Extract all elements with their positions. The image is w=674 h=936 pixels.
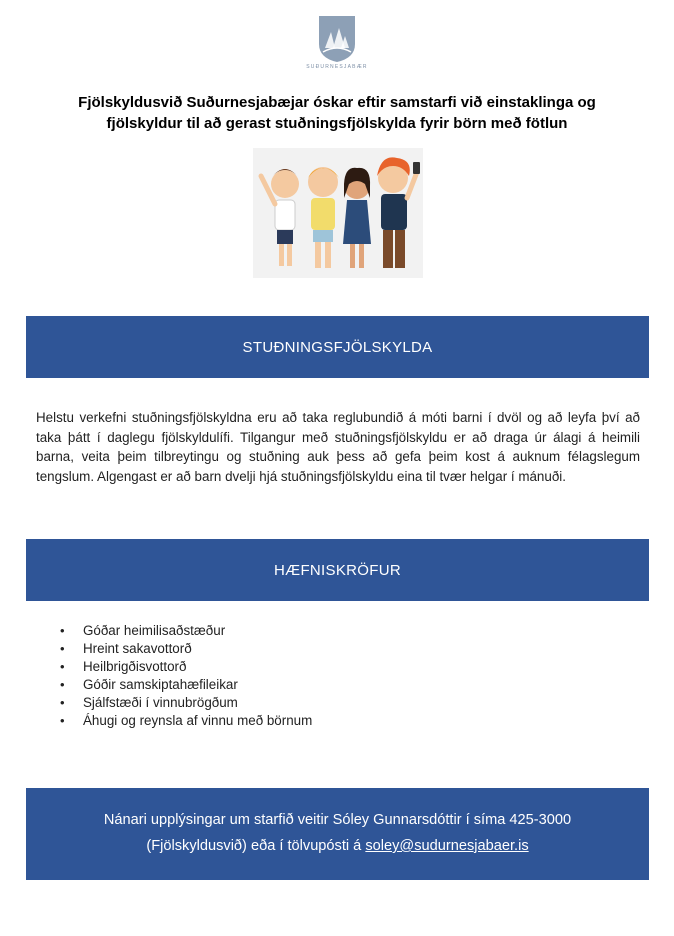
requirements-list (60, 622, 312, 730)
contact-box (26, 788, 649, 880)
section-heading-text: STUÐNINGSFJÖLSKYLDA (242, 338, 433, 356)
contact-line-2 (26, 833, 649, 859)
email-link[interactable]: soley@sudurnesjabaer.is (365, 838, 529, 854)
contact-text (26, 807, 649, 859)
page-title: Fjölskyldusvið Suðurnesjabæjar óskar eftir samstarfi við einstaklinga og fjölskyldur til að gerast stuðningsfjölskylda fyrir börn með fötlun (78, 94, 596, 132)
contact-line-1: Nánari upplýsingar um starfið veitir Sóley Gunnarsdóttir í síma 425-3000 (103, 812, 572, 828)
section-heading-stuðningsfjölskylda (26, 316, 649, 378)
list-item: • Áhugi og reynsla af vinnu með börnum (60, 712, 312, 730)
logo-wordmark: SUÐURNESJABÆR (306, 64, 368, 70)
section-heading-text: HÆFNISKRÖFUR (274, 561, 401, 579)
contact-line-2-text: (Fjölskyldusvið) eða í tölvupósti á (146, 838, 366, 854)
shield-icon (315, 14, 359, 64)
list-item: • Sjálfstæði í vinnubrögðum (60, 694, 312, 712)
list-item: • Góðar heimilisaðstæður (60, 622, 312, 640)
children-illustration (253, 148, 423, 278)
list-item: • Hreint sakavottorð (60, 640, 312, 658)
list-item: • Góðir samskiptahæfileikar (60, 676, 312, 694)
list-item: • Heilbrigðisvottorð (60, 658, 312, 676)
section-heading-hæfniskröfur (26, 539, 649, 601)
section-body-text: Helstu verkefni stuðningsfjölskyldna eru að taka reglubundið á móti barni í dvöl og að leyfa því að taka þátt í daglegu fjölskyldulífi. Tilgangur með stuðningsfjölskyldu er að draga úr álagi á heimili barna, veita þeim tilbreytingu og stuðning auk þess að gefa þeim kost á auknum félagslegum tengslum. Algengast er að barn dvelji hjá stuðningsfjölskyldu eina til tvær helgar í mánuði. (36, 410, 640, 484)
